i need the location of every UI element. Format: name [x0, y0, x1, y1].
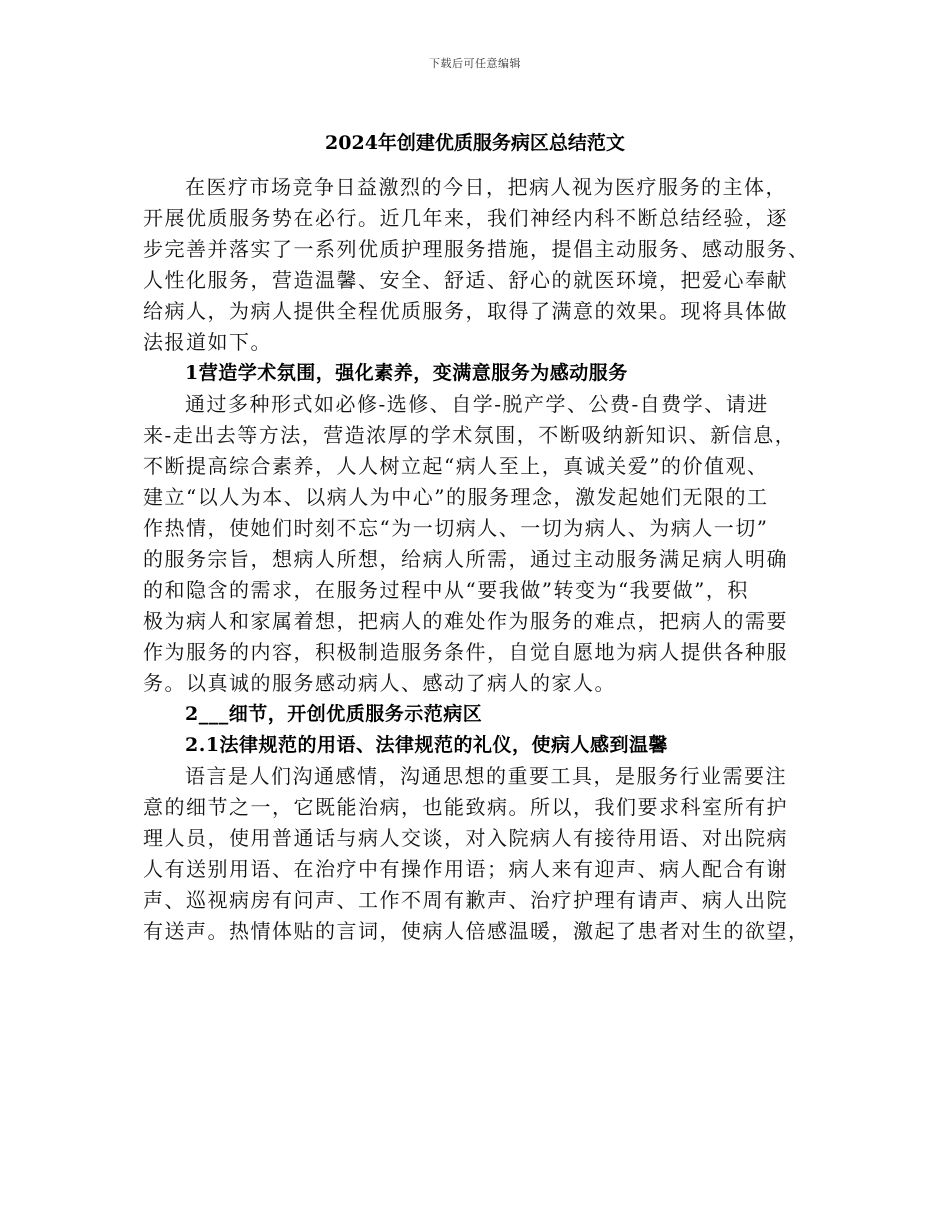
text-line: 人有送别用语、在治疗中有操作用语；病人来有迎声、病人配合有谢: [143, 857, 788, 881]
intro-paragraph: [143, 172, 833, 358]
text-line: 开展优质服务势在必行。近几年来，我们神经内科不断总结经验，逐: [143, 206, 788, 230]
page-header-note: 下载后可任意编辑: [429, 57, 521, 70]
document-body: [143, 172, 833, 947]
text-line: 有送声。热情体贴的言词，使病人倍感温暖，激起了患者对生的欲望，: [143, 919, 810, 943]
text-line: 法报道如下。: [143, 330, 272, 354]
section-2-1-heading: 2.1法律规范的用语、法律规范的礼仪，使病人感到温馨: [185, 734, 669, 756]
text-line: 不断提高综合素养，人人树立起“病人至上，真诚关爱”的价值观、: [143, 454, 769, 478]
text-line: 务。以真诚的服务感动病人、感动了病人的家人。: [143, 671, 616, 695]
document-title: 2024年创建优质服务病区总结范文: [325, 132, 625, 154]
text-line: 建立“以人为本、以病人为中心”的服务理念，激发起她们无限的工: [143, 485, 769, 509]
text-line: 理人员，使用普通话与病人交谈，对入院病人有接待用语、对出院病: [143, 826, 788, 850]
text-line: 极为病人和家属着想，把病人的难处作为服务的难点，把病人的需要: [143, 609, 788, 633]
text-line: 在医疗市场竞争日益激烈的今日，把病人视为医疗服务的主体，: [185, 175, 787, 199]
text-line: 语言是人们沟通感情，沟通思想的重要工具，是服务行业需要注: [185, 764, 787, 788]
text-line: 人性化服务，营造温馨、安全、舒适、舒心的就医环境，把爱心奉献: [143, 268, 788, 292]
text-line: 声、巡视病房有问声、工作不周有歉声、治疗护理有请声、病人出院: [143, 888, 788, 912]
text-line: 的和隐含的需求，在服务过程中从“要我做”转变为“我要做”，积: [143, 578, 749, 602]
text-line: 作热情，使她们时刻不忘“为一切病人、一切为病人、为病人一切”: [143, 516, 769, 540]
text-line: 来-走出去等方法，营造浓厚的学术氛围，不断吸纳新知识、新信息，: [143, 423, 797, 447]
section-1-paragraph: [143, 389, 833, 699]
text-line: 意的细节之一，它既能治病，也能致病。所以，我们要求科室所有护: [143, 795, 788, 819]
text-line: 的服务宗旨，想病人所想，给病人所需，通过主动服务满足病人明确: [143, 547, 788, 571]
text-line: 作为服务的内容，积极制造服务条件，自觉自愿地为病人提供各种服: [143, 640, 788, 664]
text-line: 通过多种形式如必修-选修、自学-脱产学、公费-自费学、请进: [185, 392, 769, 416]
section-2-1-paragraph: [143, 761, 833, 947]
section-1-heading: 1营造学术氛围，强化素养，变满意服务为感动服务: [185, 362, 628, 384]
text-line: 步完善并落实了一系列优质护理服务措施，提倡主动服务、感动服务、: [143, 237, 810, 261]
text-line: 给病人，为病人提供全程优质服务，取得了满意的效果。现将具体做: [143, 299, 788, 323]
section-2-heading: 2___细节，开创优质服务示范病区: [185, 703, 483, 725]
